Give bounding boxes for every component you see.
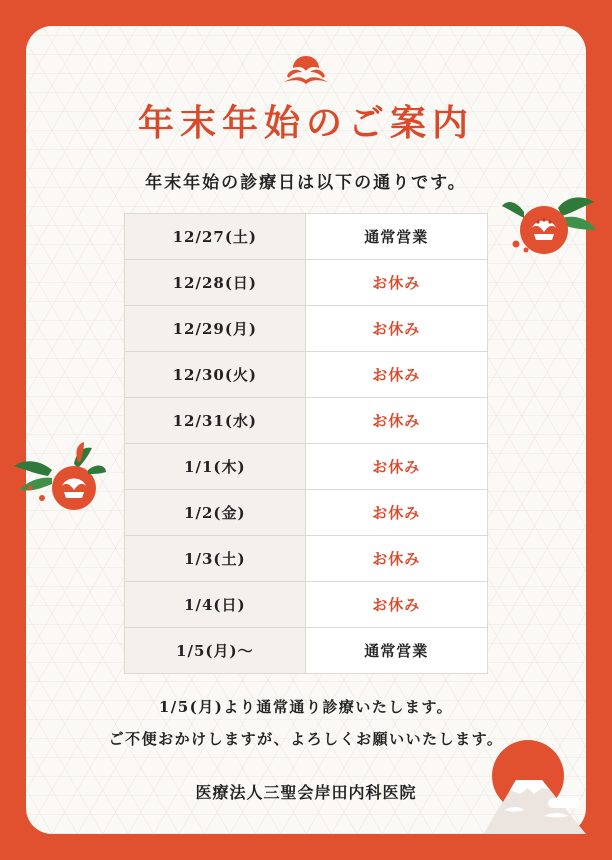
schedule-date: 12/28(日): [125, 260, 306, 306]
schedule-date: 1/2(金): [125, 490, 306, 536]
page-subtitle: 年末年始の診療日は以下の通りです。: [145, 173, 467, 193]
schedule-row: [125, 306, 488, 352]
schedule-status-closed: お休み: [305, 306, 487, 352]
schedule-date: 12/30(火): [125, 352, 306, 398]
schedule-row: [125, 260, 488, 306]
schedule-status-closed: お休み: [305, 536, 487, 582]
schedule-date: 1/1(木): [125, 444, 306, 490]
page-title: 年末年始のご案内: [137, 102, 474, 144]
resume-note: 1/5(月)より通常通り診療いたします。: [158, 698, 454, 716]
schedule-row: [125, 444, 488, 490]
apology-note: ご不便おかけしますが、よろしくお願いいたします。: [108, 730, 504, 748]
schedule-status-closed: お休み: [305, 582, 487, 628]
schedule-row: [125, 582, 488, 628]
schedule-date: 12/27(土): [125, 214, 306, 260]
schedule-row: [125, 490, 488, 536]
schedule-status-open: 通常営業: [305, 214, 487, 260]
schedule-status-closed: お休み: [305, 260, 487, 306]
schedule-date: 1/5(月)～: [125, 628, 306, 674]
mount-fuji-icon: [484, 740, 586, 834]
schedule-date: 12/29(月): [125, 306, 306, 352]
camellia-icon: [502, 188, 598, 268]
schedule-status-open: 通常営業: [305, 628, 487, 674]
schedule-row: [125, 398, 488, 444]
schedule-status-closed: お休み: [305, 444, 487, 490]
schedule-row: [125, 352, 488, 398]
schedule-date: 12/31(水): [125, 398, 306, 444]
schedule-status-closed: お休み: [305, 352, 487, 398]
schedule-row: [125, 628, 488, 674]
schedule-row: [125, 214, 488, 260]
schedule-status-closed: お休み: [305, 490, 487, 536]
schedule-status-closed: お休み: [305, 398, 487, 444]
schedule-date: 1/4(日): [125, 582, 306, 628]
schedule-table: [124, 213, 488, 674]
camellia-icon: [12, 440, 108, 520]
clinic-name: 医療法人三聖会岸田内科医院: [195, 783, 417, 802]
pine-icon: [281, 52, 331, 86]
schedule-row: [125, 536, 488, 582]
schedule-date: 1/3(土): [125, 536, 306, 582]
